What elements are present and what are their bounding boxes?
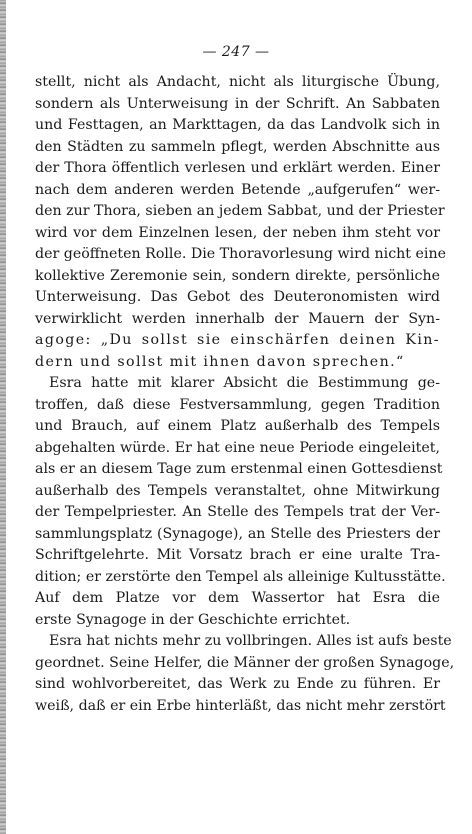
text-line: der geöffneten Rolle. Die Thoravorlesung wird nicht eine <box>35 246 446 262</box>
text-line: Esra hatte mit klarer Absicht die Bestimmung ge- <box>49 375 440 391</box>
text-line-spaced: dern und sollst mit ihnen davon sprechen.“ <box>35 353 405 370</box>
text-line: abgehalten würde. Er hat eine neue Periode eingeleitet, <box>35 439 440 456</box>
body-text <box>35 72 455 717</box>
text-line: sondern als Unterweisung in der Schrift. An Sabbaten <box>35 95 440 112</box>
text-line: Schriftgelehrte. Mit Vorsatz brach er eine uralte Tra- <box>35 547 440 563</box>
text-line: nach dem anderen werden Betende „aufgerufen“ wer- <box>35 181 440 198</box>
text-line: geordnet. Seine Helfer, die Männer der großen Synagoge, <box>35 654 455 671</box>
text-line: stellt, nicht als Andacht, nicht als liturgische Übung, <box>35 74 440 90</box>
text-line: der Tempelpriester. An Stelle des Tempels trat der Ver- <box>35 504 440 520</box>
text-line: Esra hat nichts mehr zu vollbringen. Alles ist aufs beste <box>49 633 452 649</box>
text-line: kollektive Zeremonie sein, sondern direkte, persönliche <box>35 267 440 284</box>
text-line: verwirklicht werden innerhalb der Mauern der Syn- <box>35 310 440 327</box>
text-line: Auf dem Platze vor dem Wassertor hat Esra die <box>35 590 440 606</box>
text-line: als er an diesem Tage zum erstenmal einen Gottesdienst <box>35 461 443 477</box>
text-line: dition; er zerstörte den Tempel als alleinige Kultusstätte. <box>35 568 446 585</box>
page-number: — 247 — <box>202 44 270 60</box>
text-line: weiß, daß er ein Erbe hinterläßt, das nicht mehr zerstört <box>35 697 446 714</box>
text-line: und Festtagen, an Markttagen, da das Landvolk sich in <box>35 117 440 133</box>
text-line: sind wohlvorbereitet, das Werk zu Ende zu führen. Er <box>35 676 440 692</box>
text-line: Unterweisung. Das Gebot des Deuteronomisten wird <box>35 289 440 305</box>
text-line: wird vor dem Einzelnen lesen, der neben ihm steht vor <box>35 224 440 241</box>
text-line: und Brauch, auf einem Platz außerhalb des Tempels <box>35 418 440 434</box>
text-line: den Städten zu sammeln pflegt, werden Abschnitte aus <box>35 138 440 155</box>
text-line-spaced: agoge: „Du sollst sie einschärfen deinen Kin- <box>35 332 440 348</box>
text-line: troffen, daß diese Festversammlung, gegen Tradition <box>35 396 440 413</box>
text-line: der Thora öffentlich verlesen und erklärt werden. Einer <box>35 160 440 176</box>
book-binding-edge <box>0 0 6 834</box>
text-line: den zur Thora, sieben an jedem Sabbat, und der Priester <box>35 203 445 219</box>
text-line: erste Synagoge in der Geschichte errichtet. <box>35 611 351 628</box>
text-line: außerhalb des Tempels veranstaltet, ohne Mitwirkung <box>35 482 440 499</box>
text-line: sammlungsplatz (Synagoge), an Stelle des Priesters der <box>35 525 440 542</box>
